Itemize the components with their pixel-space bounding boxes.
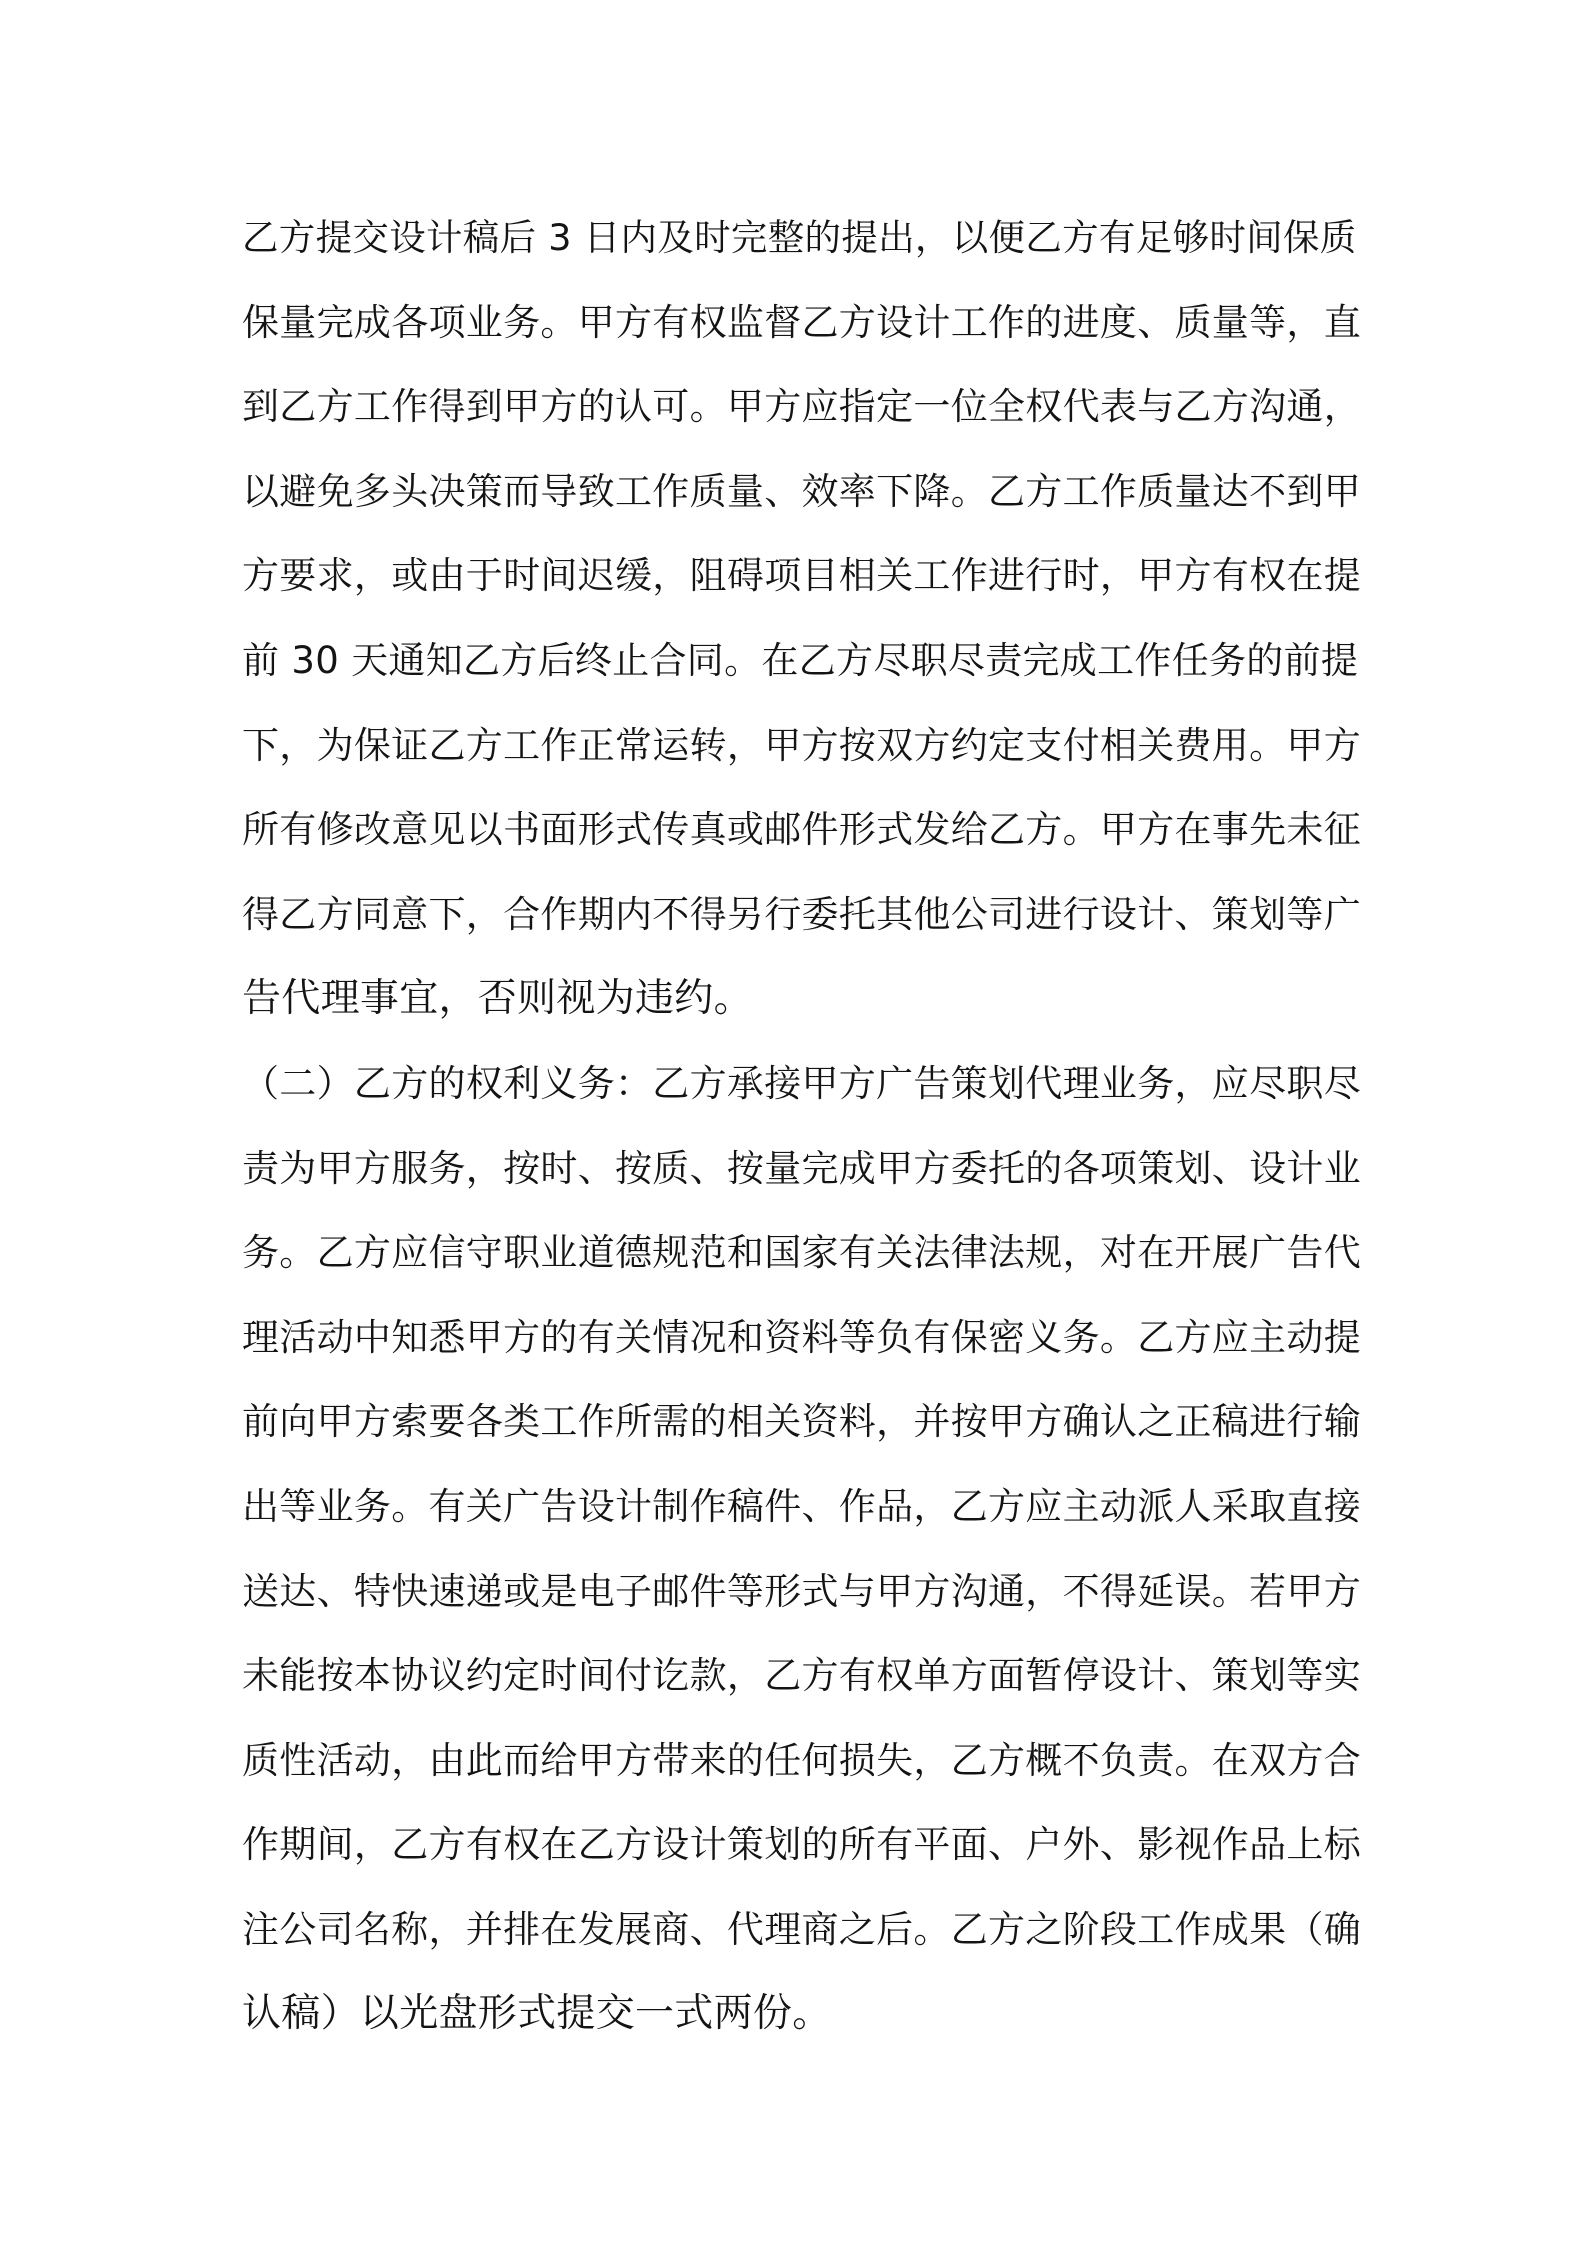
- text-line: 前向甲方索要各类工作所需的相关资料，并按甲方确认之正稿进行输: [242, 1400, 1361, 1444]
- text-line: 质性活动，由此而给甲方带来的任何损失，乙方概不负责。在双方合: [242, 1738, 1361, 1782]
- text-line: 认稿）以光盘形式提交一式两份。: [242, 1991, 832, 2037]
- text-line: 告代理事宜，否则视为违约。: [242, 976, 753, 1022]
- contract-text-body: [242, 196, 1362, 2057]
- text-line: 保量完成各项业务。甲方有权监督乙方设计工作的进度、质量等，直: [242, 300, 1361, 344]
- text-line: 以避免多头决策而导致工作质量、效率下降。乙方工作质量达不到甲: [242, 469, 1361, 513]
- text-line: 到乙方工作得到甲方的认可。甲方应指定一位全权代表与乙方沟通，: [242, 385, 1361, 429]
- text-line: （二）乙方的权利义务：乙方承接甲方广告策划代理业务，应尽职尽: [242, 1061, 1361, 1105]
- text-line: 未能按本协议约定时间付讫款，乙方有权单方面暂停设计、策划等实: [242, 1654, 1361, 1698]
- text-line: 理活动中知悉甲方的有关情况和资料等负有保密义务。乙方应主动提: [242, 1315, 1361, 1359]
- text-line: 务。乙方应信守职业道德规范和国家有关法律法规，对在开展广告代: [242, 1231, 1361, 1275]
- text-line: 送达、特快速递或是电子邮件等形式与甲方沟通，不得延误。若甲方: [242, 1569, 1361, 1613]
- text-line: 下，为保证乙方工作正常运转，甲方按双方约定支付相关费用。甲方: [242, 723, 1361, 767]
- text-line: 责为甲方服务，按时、按质、按量完成甲方委托的各项策划、设计业: [242, 1146, 1361, 1190]
- text-line: 出等业务。有关广告设计制作稿件、作品，乙方应主动派人采取直接: [242, 1484, 1361, 1528]
- text-line: 前 30 天通知乙方后终止合同。在乙方尽职尽责完成工作任务的前提: [242, 638, 1359, 682]
- text-line: 作期间，乙方有权在乙方设计策划的所有平面、户外、影视作品上标: [242, 1823, 1361, 1867]
- text-line: 方要求，或由于时间迟缓，阻碍项目相关工作进行时，甲方有权在提: [242, 554, 1361, 598]
- text-line: 乙方提交设计稿后 3 日内及时完整的提出，以便乙方有足够时间保质: [242, 216, 1357, 259]
- text-line: 得乙方同意下，合作期内不得另行委托其他公司进行设计、策划等广: [242, 892, 1361, 936]
- text-line: 所有修改意见以书面形式传真或邮件形式发给乙方。甲方在事先未征: [242, 808, 1361, 852]
- text-line: 注公司名称，并排在发展商、代理商之后。乙方之阶段工作成果（确: [242, 1907, 1361, 1951]
